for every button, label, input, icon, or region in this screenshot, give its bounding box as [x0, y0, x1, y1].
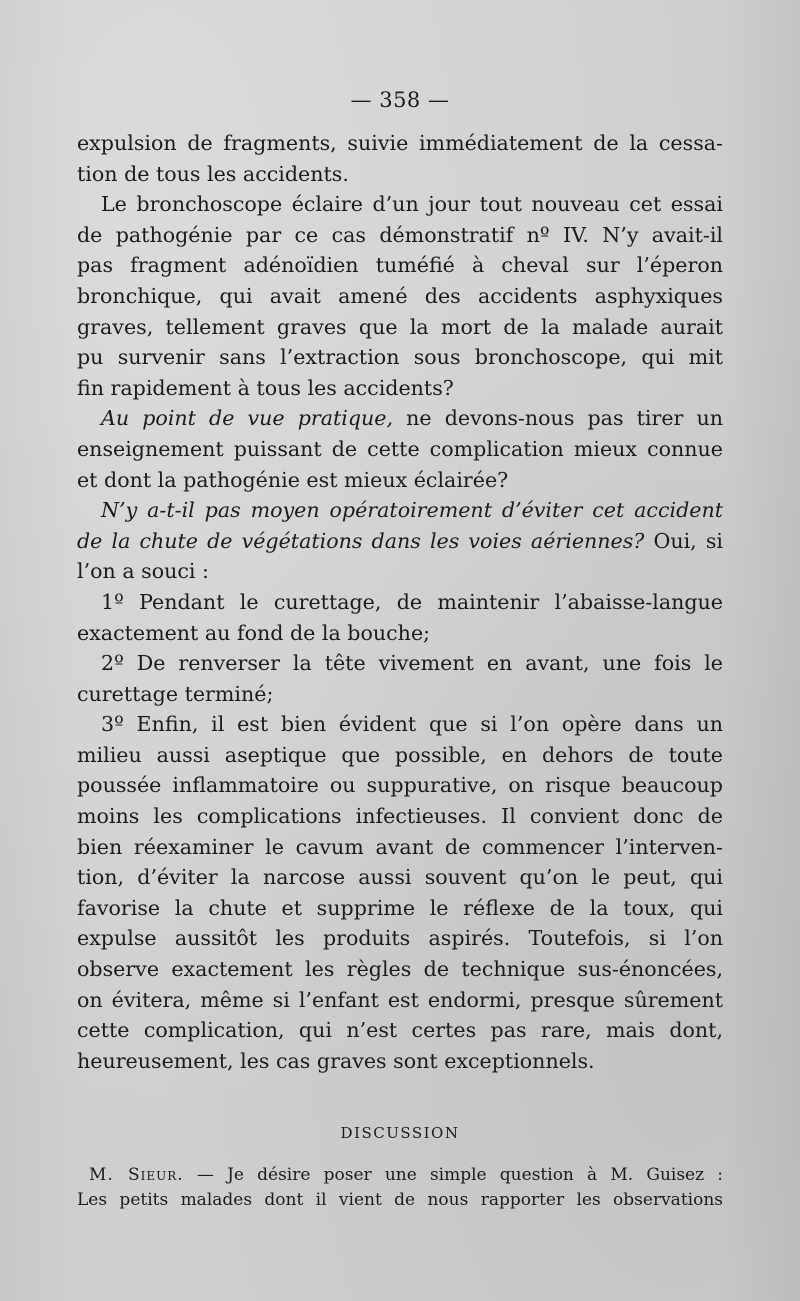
text-segment: ne devons-nous pas tirer un: [393, 406, 723, 431]
section-heading: DISCUSSION: [340, 1124, 460, 1142]
text-line: bien réexaminer le cavum avant de commencer l’interven-: [77, 834, 723, 859]
text-line: et dont la pathogénie est mieux éclairée?: [77, 467, 509, 492]
text-line: 1º Pendant le curettage, de maintenir l’abaisse-langue: [101, 589, 723, 614]
text-line: graves, tellement graves que la mort de la malade aurait: [77, 314, 723, 339]
main-text: [77, 128, 723, 1076]
text-line: [77, 403, 723, 434]
text-line: fin rapidement à tous les accidents?: [77, 375, 454, 400]
text-line: [77, 1163, 723, 1188]
text-line: Les petits malades dont il vient de nous rapporter les observations: [77, 1190, 723, 1210]
text-line: on évitera, même si l’enfant est endormi, presque sûrement: [77, 987, 723, 1012]
speaker-name: M. Sieur.: [89, 1165, 184, 1185]
text-line: pas fragment adénoïdien tuméfié à cheval sur l’éperon: [77, 253, 723, 278]
text-line: [77, 526, 723, 557]
text-segment: Oui, si: [644, 528, 723, 553]
italic-phrase: de la chute de végétations dans les voies aériennes?: [77, 528, 645, 553]
text-line: moins les complications infectieuses. Il convient donc de: [77, 804, 723, 829]
page-number: — 358 —: [350, 88, 450, 112]
text-line: pu survenir sans l’extraction sous bronchoscope, qui mit: [77, 345, 723, 370]
text-line: bronchique, qui avait amené des accidents asphyxiques: [77, 283, 723, 308]
discussion-text: [77, 1163, 723, 1213]
text-line: observe exactement les règles de technique sus-énoncées,: [77, 957, 723, 982]
text-line: exactement au fond de la bouche;: [77, 620, 431, 645]
text-line: de pathogénie par ce cas démonstratif nº IV. N’y avait-il: [77, 222, 723, 247]
text-line: curettage terminé;: [77, 681, 274, 706]
text-line: expulse aussitôt les produits aspirés. Toutefois, si l’on: [77, 926, 723, 951]
text-line: heureusement, les cas graves sont exceptionnels.: [77, 1048, 595, 1073]
text-line: expulsion de fragments, suivie immédiatement de la cessa-: [77, 131, 723, 155]
text-line: l’on a souci :: [77, 559, 209, 584]
text-line: milieu aussi aseptique que possible, en dehors de toute: [77, 742, 723, 767]
text-segment: — Je désire poser une simple question à M. Guisez :: [183, 1165, 723, 1185]
text-line: tion, d’éviter la narcose aussi souvent qu’on le peut, qui: [77, 865, 723, 890]
text-line: enseignement puissant de cette complication mieux connue: [77, 436, 723, 461]
text-line: cette complication, qui n’est certes pas rare, mais dont,: [77, 1018, 723, 1043]
text-line: 2º De renverser la tête vivement en avant, une fois le: [101, 651, 723, 676]
text-line: favorise la chute et supprime le réflexe de la toux, qui: [77, 895, 723, 920]
text-line: tion de tous les accidents.: [77, 161, 349, 186]
text-line: N’y a-t-il pas moyen opératoirement d’éviter cet accident: [101, 498, 723, 523]
text-line: Le bronchoscope éclaire d’un jour tout nouveau cet essai: [101, 192, 723, 217]
italic-phrase: Au point de vue pratique,: [101, 406, 394, 431]
text-line: poussée inflammatoire ou suppurative, on risque beaucoup: [77, 773, 723, 798]
text-line: 3º Enfin, il est bien évident que si l’on opère dans un: [101, 712, 723, 737]
